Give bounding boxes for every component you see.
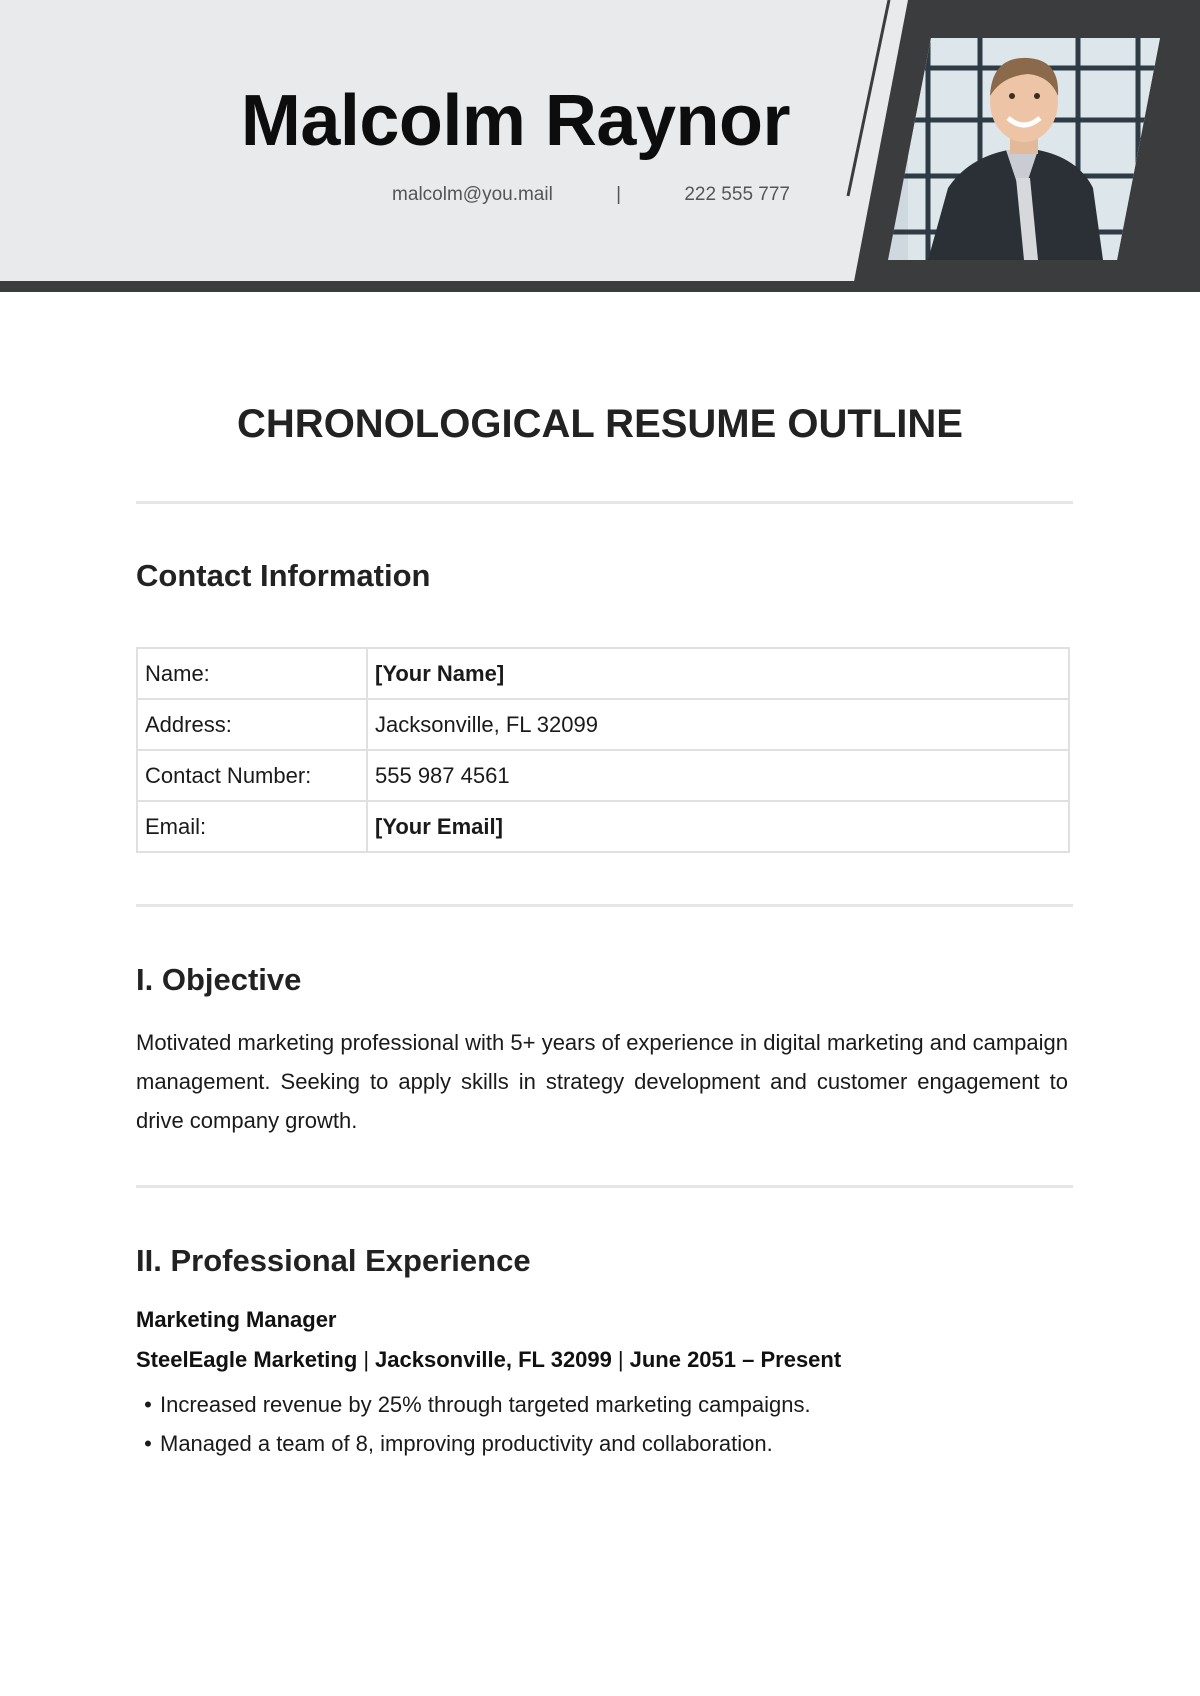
- table-row: [137, 750, 1069, 801]
- resume-header: [0, 0, 1200, 292]
- contact-info-heading: Contact Information: [136, 558, 431, 593]
- job-meta: [136, 1347, 841, 1373]
- bullet-text: Managed a team of 8, improving productivity and collaboration.: [160, 1431, 773, 1456]
- meta-separator: |: [617, 1347, 624, 1372]
- address-label: Address:: [137, 699, 367, 750]
- name-value: [Your Name]: [367, 648, 1069, 699]
- header-bottom-bar: [0, 281, 870, 292]
- meta-separator: |: [363, 1347, 370, 1372]
- bullet-text: Increased revenue by 25% through targeted marketing campaigns.: [160, 1392, 811, 1417]
- header-separator: |: [616, 184, 622, 205]
- experience-heading: II. Professional Experience: [136, 1243, 531, 1278]
- job-dates: June 2051 – Present: [629, 1347, 842, 1372]
- contact-number-value: 555 987 4561: [367, 750, 1069, 801]
- bullet-icon: •: [144, 1431, 152, 1456]
- table-row: [137, 699, 1069, 750]
- divider-top: [136, 501, 1073, 504]
- objective-text: Motivated marketing professional with 5+ years of experience in digital marketing and campaign management. Seeking to apply skills in strategy development and customer engagement to drive company growth.: [136, 1030, 1068, 1133]
- header-phone[interactable]: 222 555 777: [684, 184, 790, 205]
- experience-bullets: [136, 1385, 811, 1463]
- list-item: [136, 1424, 811, 1463]
- address-value: Jacksonville, FL 32099: [367, 699, 1069, 750]
- job-title: Marketing Manager: [136, 1307, 337, 1332]
- header-email[interactable]: malcolm@you.mail: [392, 184, 553, 205]
- divider-contact: [136, 904, 1073, 907]
- document-title: CHRONOLOGICAL RESUME OUTLINE: [237, 402, 963, 446]
- email-value: [Your Email]: [367, 801, 1069, 852]
- objective-heading: I. Objective: [136, 962, 302, 997]
- job-location: Jacksonville, FL 32099: [375, 1347, 612, 1372]
- email-label: Email:: [137, 801, 367, 852]
- list-item: [136, 1385, 811, 1424]
- table-row: [137, 648, 1069, 699]
- table-row: [137, 801, 1069, 852]
- divider-objective: [136, 1185, 1073, 1188]
- contact-number-label: Contact Number:: [137, 750, 367, 801]
- bullet-icon: •: [144, 1392, 152, 1417]
- header-contact-line: [392, 184, 790, 206]
- profile-photo: [888, 38, 1160, 260]
- contact-info-table: [136, 647, 1070, 853]
- company-name: SteelEagle Marketing: [136, 1347, 358, 1372]
- candidate-name: Malcolm Raynor: [240, 81, 790, 161]
- name-label: Name:: [137, 648, 367, 699]
